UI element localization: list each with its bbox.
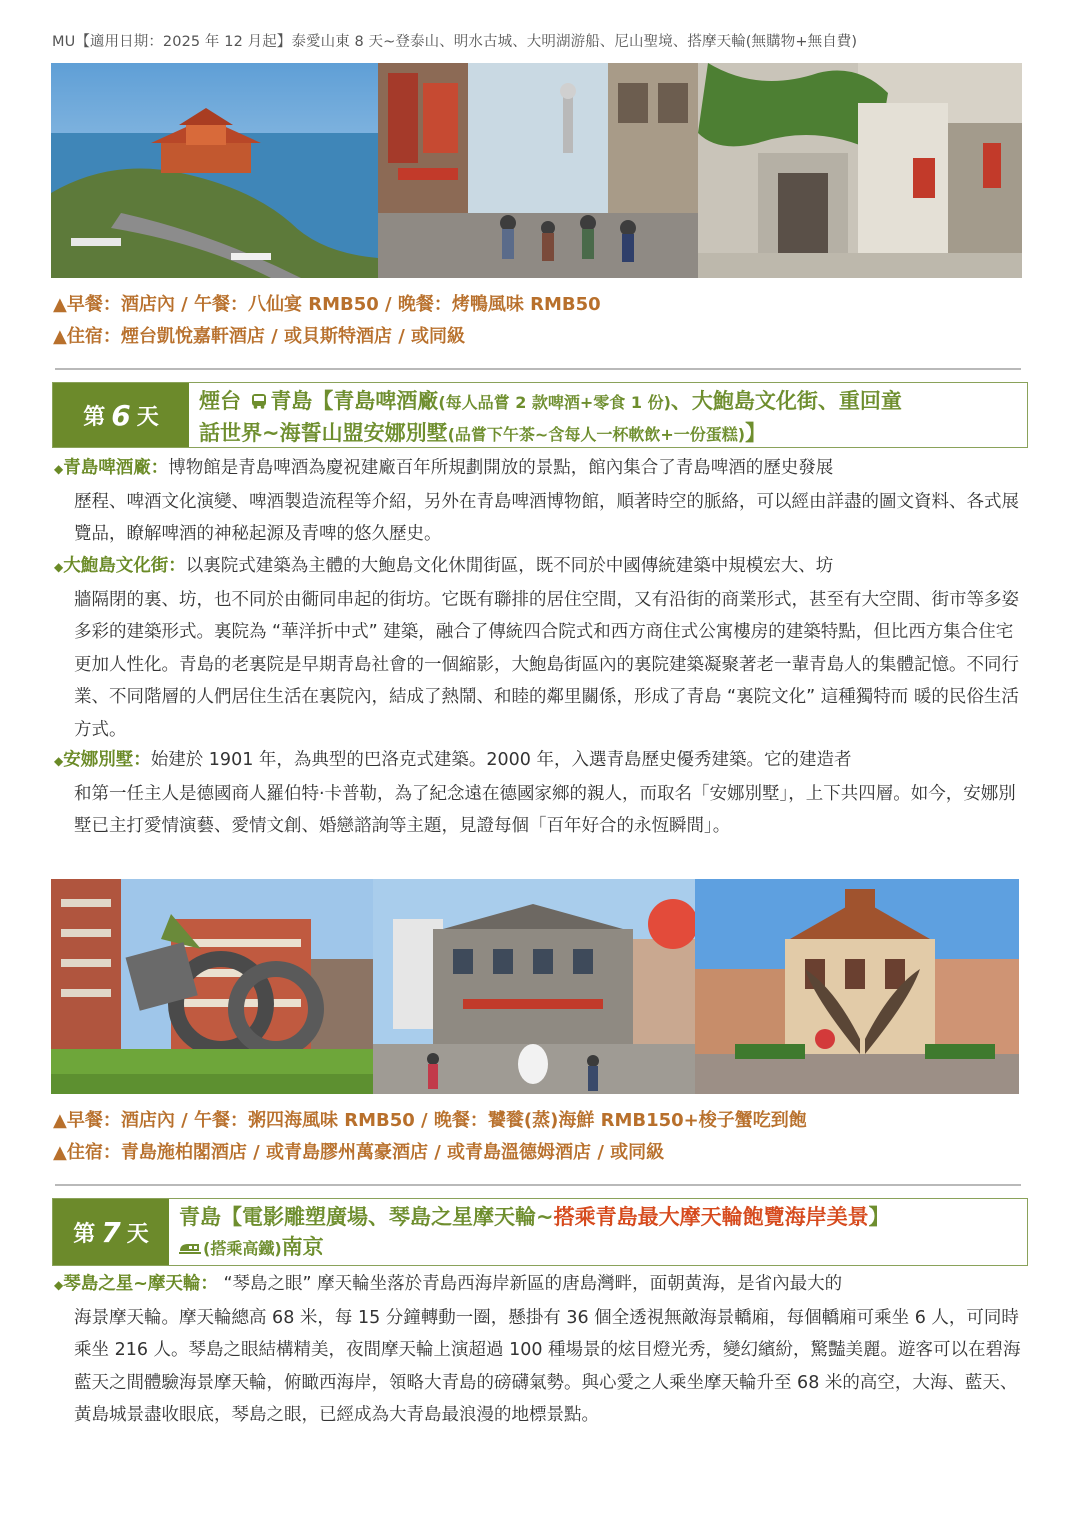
diamond-bullet-icon: ◆ bbox=[54, 462, 64, 476]
day7-badge-suffix: 天 bbox=[126, 1221, 149, 1247]
photo-courtyard-alley bbox=[698, 63, 1022, 278]
middle-photo-strip bbox=[51, 879, 1019, 1094]
day6-item-anna-villa bbox=[54, 744, 1030, 843]
day7-title-close: 】 bbox=[868, 1205, 890, 1229]
day5-meals: ▲早餐：酒店內 / 午餐：八仙宴 RMB50 / 晚餐：烤鴨風味 RMB50 bbox=[53, 294, 601, 315]
day7-title-spots: 青島【電影雕塑廣場、琴島之星摩天輪~ bbox=[179, 1205, 554, 1229]
day7-title-transport: (搭乘高鐵) bbox=[203, 1239, 282, 1258]
item-term: 大鮑島文化街： bbox=[63, 556, 186, 576]
day6-badge-suffix: 天 bbox=[136, 404, 159, 430]
day6-title bbox=[189, 383, 1027, 447]
day6-item-brewery bbox=[54, 452, 1030, 551]
item-term: 琴島之星~摩天輪： bbox=[63, 1274, 218, 1294]
item-body: 和第一任主人是德國商人羅伯特·卡普勒，為了紀念遠在德國家鄉的親人，而取名「安娜別墅」，上下共四層。如今，安娜別墅已主打愛情演藝、愛情文創、婚戀諮詢等主題，見證每個「百年好合的永恆瞬間」。 bbox=[74, 783, 1016, 837]
day5-hotel: ▲住宿：煙台凱悅嘉軒酒店 / 或貝斯特酒店 / 或同級 bbox=[53, 326, 466, 347]
day7-badge-prefix: 第 bbox=[73, 1221, 96, 1247]
day6-badge bbox=[53, 383, 189, 447]
photo-coastal-palace bbox=[51, 63, 378, 278]
day6-title-origin: 煙台 bbox=[199, 389, 241, 413]
top-photo-strip bbox=[51, 63, 1022, 278]
itinerary-header: MU【適用日期：2025 年 12 月起】泰愛山東 8 天~登泰山、明水古城、大明湖游船、尼山聖境、搭摩天輪(無購物+無自費) bbox=[52, 34, 858, 50]
day7-header bbox=[52, 1198, 1028, 1266]
day6-title-note2: (品嘗下午茶~含每人一杯軟飲+一份蛋糕) bbox=[447, 425, 746, 444]
photo-brewery-sculpture bbox=[51, 879, 373, 1094]
item-body: 歷程、啤酒文化演變、啤酒製造流程等介紹，另外在青島啤酒博物館，順著時空的脈絡，可以經由詳盡的圖文資料、各式展覽品，瞭解啤酒的神秘起源及青啤的悠久歷史。 bbox=[74, 491, 1019, 545]
day7-badge bbox=[53, 1199, 169, 1265]
day6-title-line2: 話世界~海誓山盟安娜別墅 bbox=[199, 421, 448, 445]
day6-badge-number: 6 bbox=[111, 398, 131, 432]
day7-title-highlight: 搭乘青島最大摩天輪飽覽海岸美景 bbox=[553, 1205, 869, 1229]
item-line1: “琴島之眼” 摩天輪坐落於青島西海岸新區的唐島灣畔，面朝黃海，是省內最大的 bbox=[217, 1274, 843, 1294]
day7-item-ferris-wheel bbox=[54, 1268, 1030, 1432]
item-term: 安娜別墅： bbox=[63, 750, 151, 770]
train-icon bbox=[179, 1234, 201, 1264]
item-line1: 始建於 1901 年，為典型的巴洛克式建築。2000 年，入選青島歷史優秀建築。它的建造者 bbox=[150, 750, 852, 770]
day7-title bbox=[169, 1199, 1027, 1265]
diamond-bullet-icon: ◆ bbox=[54, 1278, 64, 1292]
photo-anna-villa bbox=[695, 879, 1019, 1094]
bus-icon bbox=[250, 388, 268, 418]
day6-title-note1: (每人品嘗 2 款啤酒+零食 1 份) bbox=[438, 393, 671, 412]
diamond-bullet-icon: ◆ bbox=[54, 754, 64, 768]
day6-title-close: 】 bbox=[745, 421, 767, 445]
day6-badge-prefix: 第 bbox=[83, 404, 106, 430]
photo-dabaodao-street bbox=[373, 879, 695, 1094]
item-line1: 以裏院式建築為主體的大鮑島文化休閒街區，既不同於中國傳統建築中規模宏大、坊 bbox=[185, 556, 834, 576]
day7-badge-number: 7 bbox=[101, 1215, 121, 1249]
diamond-bullet-icon: ◆ bbox=[54, 560, 64, 574]
item-line1: 博物館是青島啤酒為慶祝建廠百年所規劃開放的景點，館內集合了青島啤酒的歷史發展 bbox=[168, 458, 834, 478]
item-term: 青島啤酒廠： bbox=[63, 458, 169, 478]
photo-old-street bbox=[378, 63, 698, 278]
day6-title-dest: 青島【青島啤酒廠 bbox=[270, 389, 439, 413]
section-divider bbox=[55, 1184, 1021, 1186]
day6-title-spots: 、大鮑島文化街、重回童 bbox=[670, 389, 902, 413]
day6-header bbox=[52, 382, 1028, 448]
day6-meals: ▲早餐：酒店內 / 午餐：粥四海風味 RMB50 / 晚餐：饕餮(蒸)海鮮 RMB150+梭子蟹吃到飽 bbox=[53, 1110, 807, 1131]
day7-title-dest: 南京 bbox=[281, 1235, 324, 1259]
item-body: 海景摩天輪。摩天輪總高 68 米，每 15 分鐘轉動一圈，懸掛有 36 個全透視無敵海景轎廂，每個轎廂可乘坐 6 人，可同時乘坐 216 人。琴島之眼結構精美，夜間摩天輪上演超過 100 種場景的炫目燈光秀，變幻繽紛，驚豔美麗。遊客可以在碧海藍天之間體驗海景摩天輪，俯瞰西海岸，領略大青島的磅礴氣勢。與心愛之人乘坐摩天輪升至 68 米的高空，大海、藍天、黃島城景盡收眼底，琴島之眼，已經成為大青島最浪漫的地標景點。 bbox=[74, 1307, 1021, 1426]
day6-item-dabaodao bbox=[54, 550, 1030, 747]
day6-hotel: ▲住宿：青島施柏閣酒店 / 或青島膠州萬豪酒店 / 或青島溫德姆酒店 / 或同級 bbox=[53, 1142, 665, 1163]
section-divider bbox=[55, 368, 1021, 370]
item-body: 牆隔閉的裏、坊，也不同於由衚同串起的街坊。它既有聯排的居住空間，又有沿街的商業形式，甚至有大空間、街市等多姿多彩的建築形式。裏院為 “華洋折中式” 建築，融合了傳統四合院式和西方商住式公寓樓房的建築特點，但比西方集合住宅更加人性化。青島的老裏院是早期青島社會的一個縮影，大鮑島街區內的裏院建築凝聚著老一輩青島人的集體記憶。不同行業、不同階層的人們居住生活在裏院內，結成了熱鬧、和睦的鄰里關係，形成了青島 “裏院文化” 這種獨特而 暖的民俗生活方式。 bbox=[74, 589, 1019, 740]
